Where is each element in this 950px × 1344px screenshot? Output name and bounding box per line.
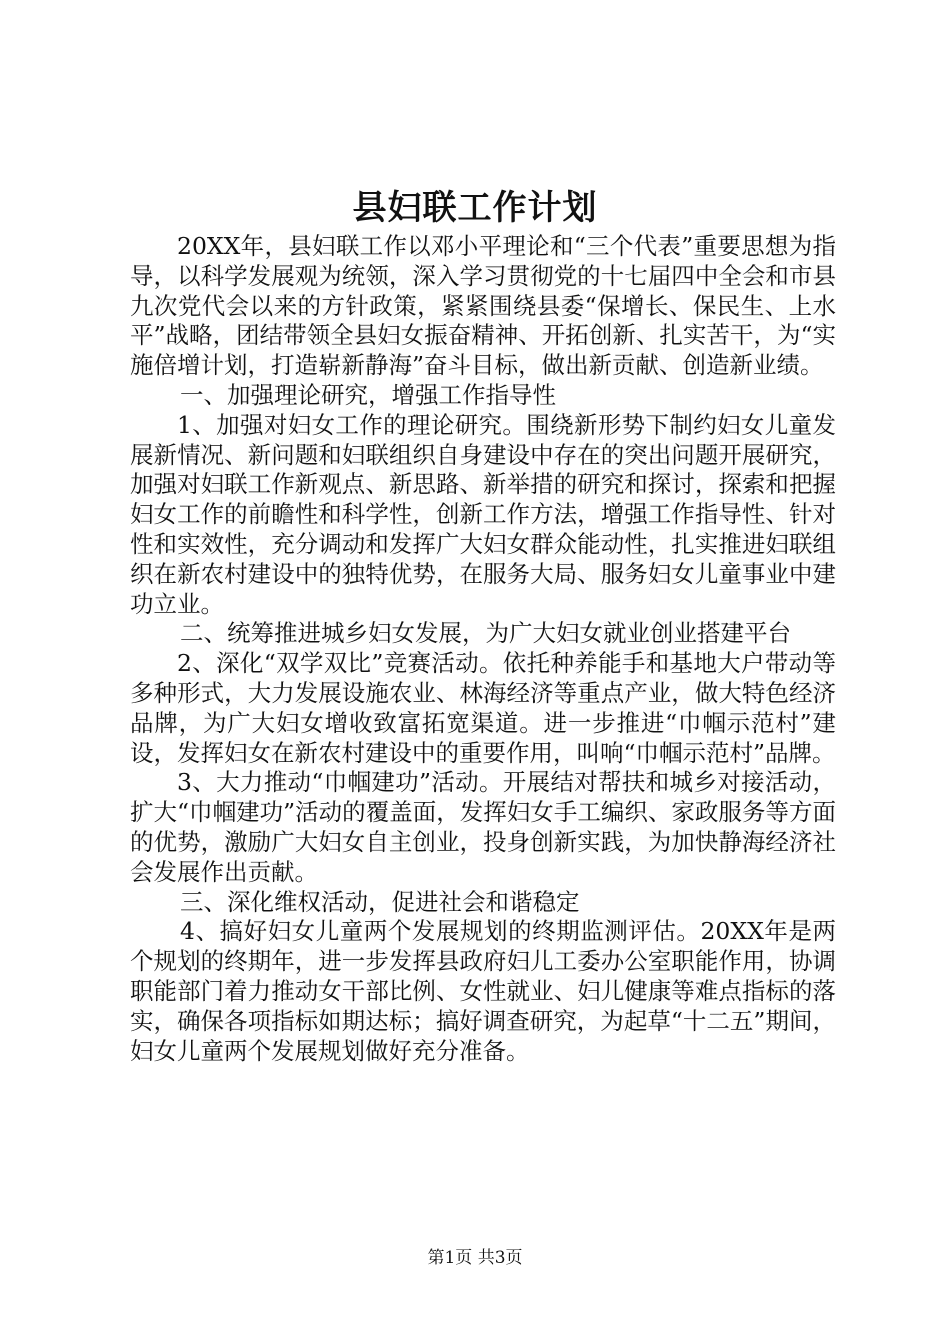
section-heading-1: 一、加强理论研究，增强工作指导性 [180,380,556,409]
body-paragraph-4: 4、搞好妇女儿童两个发展规划的终期监测评估。20XX年是两个规划的终期年，进一步发挥县政府妇儿工委办公室职能作用，协调职能部门着力推动女干部比例、女性就业、妇儿健康等难点指标的落实，确保各项指标如期达标；搞好调查研究，为起草“十二五”期间，妇女儿童两个发展规划做好充分准备。 [130,917,836,1065]
intro-paragraph: 20XX年，县妇联工作以邓小平理论和“三个代表”重要思想为指导，以科学发展观为统领，深入学习贯彻党的十七届四中全会和市县九次党代会以来的方针政策，紧紧围绕县委“保增长、保民生、上水平”战略，团结带领全县妇女振奋精神、开拓创新、扎实苦干，为“实施倍增计划，打造崭新静海”奋斗目标，做出新贡献、创造新业绩。 [130,232,836,380]
document-body [130,232,836,1066]
section-heading-2: 二、统筹推进城乡妇女发展，为广大妇女就业创业搭建平台 [180,619,791,648]
section-heading-3: 三、深化维权活动，促进社会和谐稳定 [180,887,580,916]
body-paragraph-2: 2、深化“双学双比”竞赛活动。依托种养能手和基地大户带动等多种形式，大力发展设施农业、林海经济等重点产业，做大特色经济品牌，为广大妇女增收致富拓宽渠道。进一步推进“巾帼示范村”建设，发挥妇女在新农村建设中的重要作用，叫响“巾帼示范村”品牌。 [130,649,836,767]
body-paragraph-1: 1、加强对妇女工作的理论研究。围绕新形势下制约妇女儿童发展新情况、新问题和妇联组织自身建设中存在的突出问题开展研究，加强对妇联工作新观点、新思路、新举措的研究和探讨，探索和把握妇女工作的前瞻性和科学性，创新工作方法，增强工作指导性、针对性和实效性，充分调动和发挥广大妇女群众能动性，扎实推进妇联组织在新农村建设中的独特优势，在服务大局、服务妇女儿童事业中建功立业。 [130,410,836,618]
body-paragraph-3: 3、大力推动“巾帼建功”活动。开展结对帮扶和城乡对接活动，扩大“巾帼建功”活动的覆盖面，发挥妇女手工编织、家政服务等方面的优势，激励广大妇女自主创业，投身创新实践，为加快静海经济社会发展作出贡献。 [130,768,836,886]
page-footer: 第1页 共3页 [427,1248,523,1268]
document-title: 县妇联工作计划 [352,188,598,228]
